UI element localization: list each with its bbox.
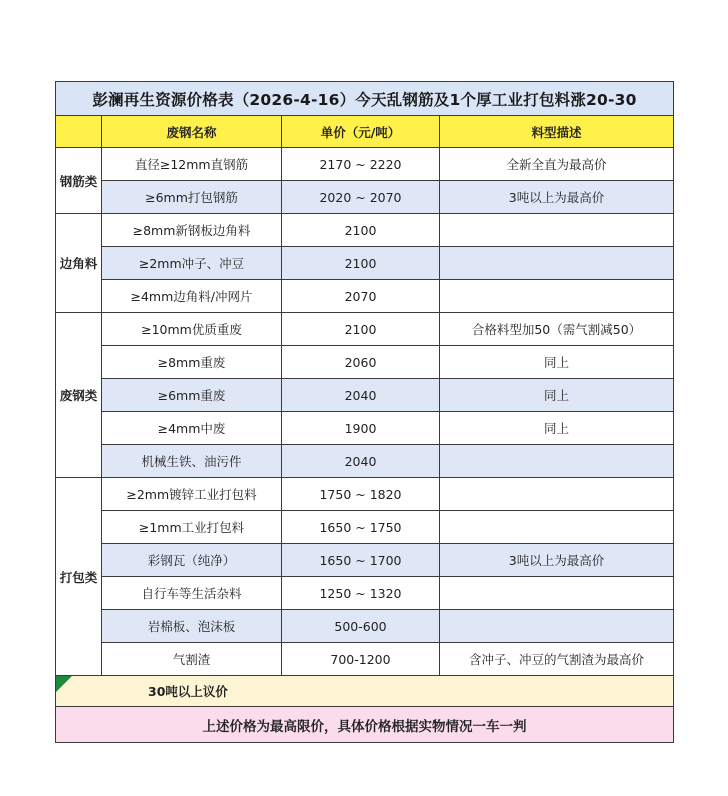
table-row: [56, 247, 674, 280]
item-price: 1900: [282, 412, 440, 445]
item-description: 全新全直为最高价: [440, 148, 674, 181]
item-name: ≥6mm打包钢筋: [102, 181, 282, 214]
category-cell: 废钢类: [56, 313, 102, 478]
table-row: [56, 610, 674, 643]
item-price: 2020 ~ 2070: [282, 181, 440, 214]
title-row: [56, 82, 674, 116]
item-name: ≥2mm镀锌工业打包料: [102, 478, 282, 511]
price-sheet: [55, 81, 673, 743]
item-description: 同上: [440, 346, 674, 379]
table-row: [56, 577, 674, 610]
price-table: [55, 81, 674, 743]
item-name: ≥1mm工业打包料: [102, 511, 282, 544]
item-price: 2040: [282, 445, 440, 478]
item-description: 3吨以上为最高价: [440, 181, 674, 214]
bulk-note: 30吨以上议价: [148, 684, 228, 699]
item-price: 1650 ~ 1700: [282, 544, 440, 577]
item-price: 2100: [282, 247, 440, 280]
table-row: [56, 313, 674, 346]
item-name: 自行车等生活杂料: [102, 577, 282, 610]
item-description: 3吨以上为最高价: [440, 544, 674, 577]
item-name: 岩棉板、泡沫板: [102, 610, 282, 643]
item-name: ≥4mm中废: [102, 412, 282, 445]
item-description: [440, 610, 674, 643]
header-name: 废钢名称: [102, 116, 282, 148]
table-row: [56, 181, 674, 214]
item-description: 同上: [440, 379, 674, 412]
item-price: 500-600: [282, 610, 440, 643]
item-price: 2100: [282, 313, 440, 346]
item-name: 彩钢瓦（纯净）: [102, 544, 282, 577]
item-description: [440, 511, 674, 544]
item-price: 2060: [282, 346, 440, 379]
table-row: [56, 478, 674, 511]
item-description: 合格料型加50（需气割减50）: [440, 313, 674, 346]
table-row: [56, 544, 674, 577]
item-name: ≥8mm新钢板边角料: [102, 214, 282, 247]
item-description: [440, 247, 674, 280]
item-price: 2040: [282, 379, 440, 412]
note-row: [56, 676, 674, 707]
item-name: 直径≥12mm直钢筋: [102, 148, 282, 181]
item-description: 含冲子、冲豆的气割渣为最高价: [440, 643, 674, 676]
item-description: [440, 577, 674, 610]
item-price: 2070: [282, 280, 440, 313]
header-description: 料型描述: [440, 116, 674, 148]
item-description: [440, 445, 674, 478]
item-description: 同上: [440, 412, 674, 445]
item-description: [440, 214, 674, 247]
table-row: [56, 280, 674, 313]
table-row: [56, 346, 674, 379]
item-price: 1250 ~ 1320: [282, 577, 440, 610]
item-price: 700-1200: [282, 643, 440, 676]
footer-row: [56, 707, 674, 743]
category-cell: 打包类: [56, 478, 102, 676]
bulk-note-cell: [56, 676, 674, 707]
category-cell: 钢筋类: [56, 148, 102, 214]
header-row: [56, 116, 674, 148]
item-description: [440, 280, 674, 313]
item-price: 2170 ~ 2220: [282, 148, 440, 181]
header-price: 单价（元/吨）: [282, 116, 440, 148]
item-name: ≥10mm优质重废: [102, 313, 282, 346]
table-row: [56, 214, 674, 247]
item-name: ≥2mm冲子、冲豆: [102, 247, 282, 280]
item-name: ≥8mm重废: [102, 346, 282, 379]
category-cell: 边角料: [56, 214, 102, 313]
item-price: 1650 ~ 1750: [282, 511, 440, 544]
header-category: [56, 116, 102, 148]
item-description: [440, 478, 674, 511]
table-row: [56, 412, 674, 445]
page-title: 彭澜再生资源价格表（2026-4-16）今天乱钢筋及1个厚工业打包料涨20-30: [56, 82, 674, 116]
footer-note: 上述价格为最高限价，具体价格根据实物情况一车一判: [56, 707, 674, 743]
item-name: ≥6mm重废: [102, 379, 282, 412]
table-row: [56, 445, 674, 478]
item-name: 机械生铁、油污件: [102, 445, 282, 478]
item-name: 气割渣: [102, 643, 282, 676]
item-price: 2100: [282, 214, 440, 247]
table-row: [56, 148, 674, 181]
table-row: [56, 643, 674, 676]
corner-triangle-icon: [56, 676, 72, 692]
table-row: [56, 379, 674, 412]
item-name: ≥4mm边角料/冲网片: [102, 280, 282, 313]
table-row: [56, 511, 674, 544]
item-price: 1750 ~ 1820: [282, 478, 440, 511]
